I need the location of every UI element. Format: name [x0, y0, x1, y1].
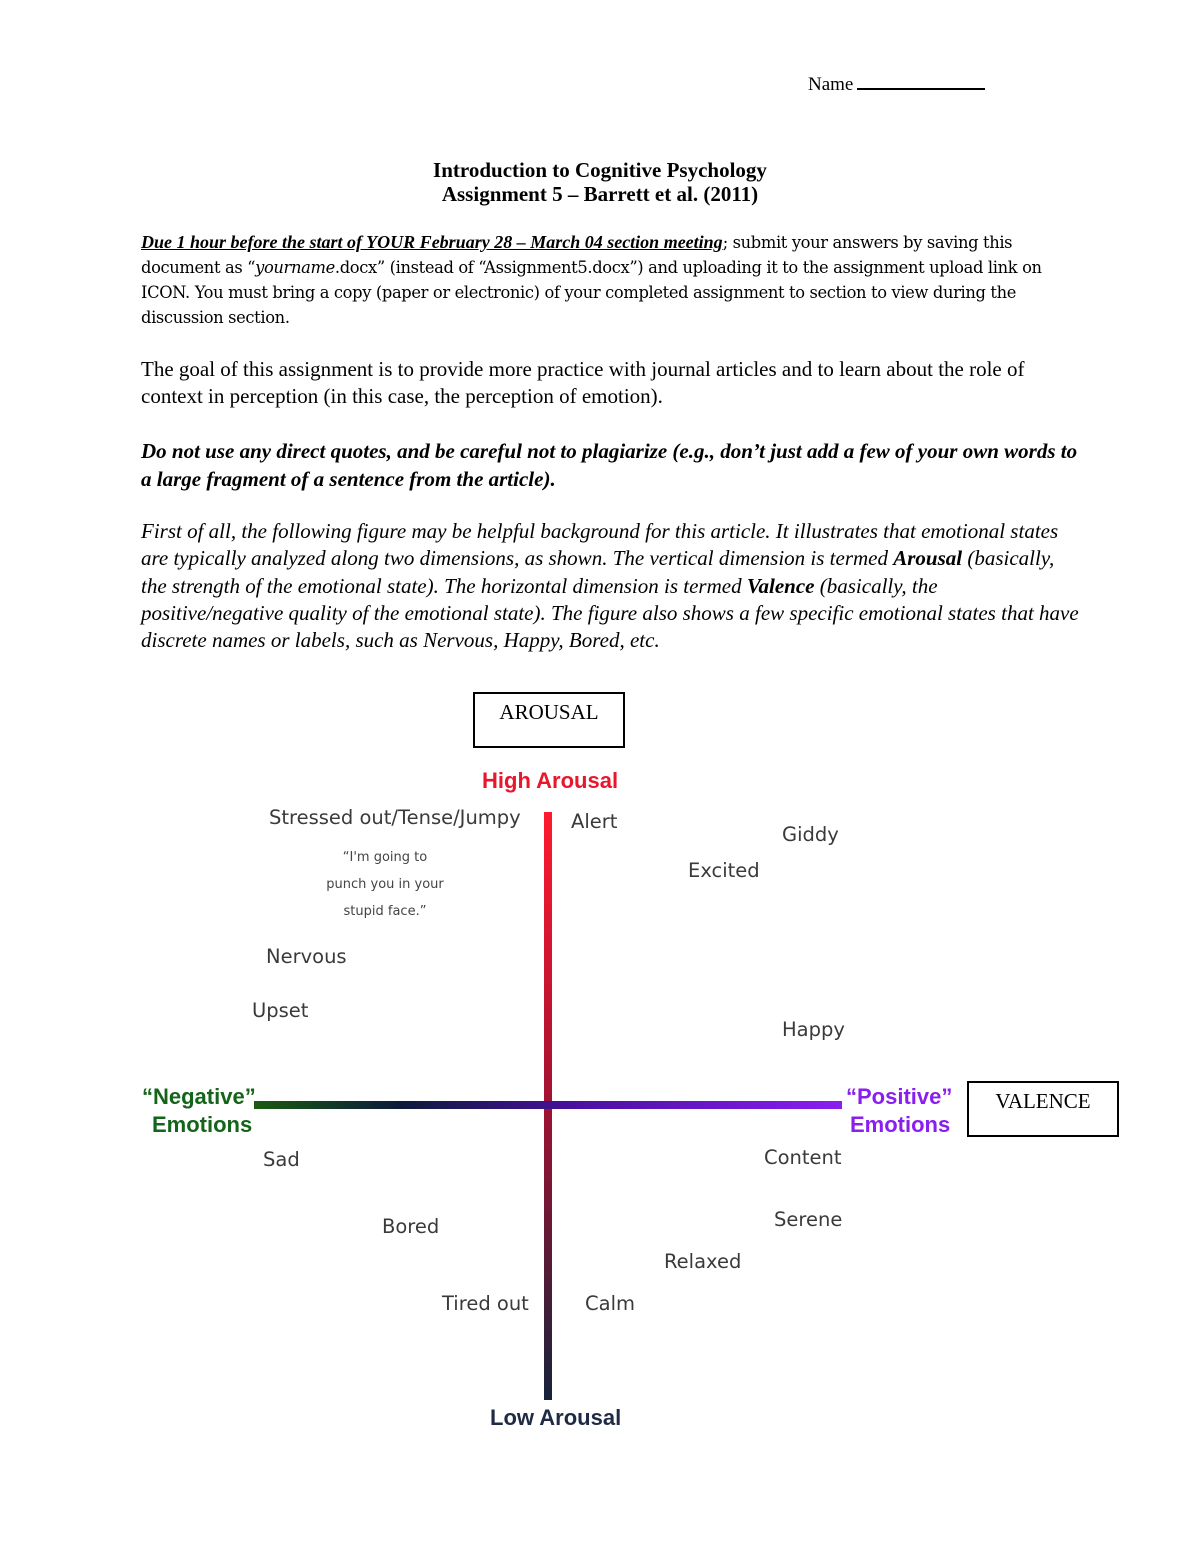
arousal-term: Arousal — [893, 546, 963, 571]
emotion-content: Content — [764, 1146, 842, 1169]
emotion-relaxed: Relaxed — [664, 1250, 742, 1273]
filename-italic: yourname — [255, 258, 335, 277]
quote-line2: punch you in your — [326, 877, 444, 892]
high-arousal-label: High Arousal — [482, 768, 619, 793]
negative-label-line2: Emotions — [152, 1112, 253, 1137]
emotion-tired-out: Tired out — [442, 1292, 529, 1315]
positive-label-line1: “Positive” — [846, 1084, 953, 1109]
emotion-calm: Calm — [585, 1292, 635, 1315]
plagiarism-warning: Do not use any direct quotes, and be careful not to plagiarize (e.g., don’t just add a few of your own words to a large fragment of a sentence from the article). — [141, 439, 1078, 491]
emotion-excited: Excited — [688, 859, 760, 882]
name-label: Name — [808, 74, 854, 95]
background-text-3: (basically, the positive/negative quality of the emotional state). The figure also shows a few specific emotional states that have discrete names or labels, such as Nervous, Happy, Bored, etc. — [141, 573, 1079, 653]
emotion-upset: Upset — [252, 999, 309, 1022]
due-date-text: Due 1 hour before the start of YOUR February 28 – March 04 section meeting — [141, 232, 723, 252]
valence-axis-line — [254, 1101, 842, 1109]
emotion-sad: Sad — [263, 1148, 300, 1171]
negative-label-line1: “Negative” — [142, 1084, 256, 1109]
negative-emotions-label — [142, 1083, 256, 1139]
instructions-text-1: ; submit your answers by saving this document as “ — [141, 233, 1013, 277]
valence-term: Valence — [746, 573, 815, 598]
low-arousal-label: Low Arousal — [490, 1405, 622, 1430]
valence-box: VALENCE — [967, 1081, 1119, 1137]
quote-line1: “I'm going to — [342, 850, 428, 865]
emotion-bored: Bored — [382, 1215, 440, 1238]
emotion-nervous: Nervous — [266, 945, 347, 968]
goal-paragraph: The goal of this assignment is to provide more practice with journal articles and to learn about the role of context in perception (in this case, the perception of emotion). — [141, 357, 1025, 408]
positive-label-line2: Emotions — [850, 1112, 951, 1137]
quote-line3: stupid face.” — [343, 904, 427, 919]
positive-emotions-label — [846, 1083, 952, 1139]
instructions-text-2: .docx” (instead of “Assignment5.docx”) and uploading it to the assignment upload link on ICON. You must bring a copy (paper or electronic) of your completed assignment to section to view during the discussion section. — [141, 258, 1042, 327]
emotion-happy: Happy — [782, 1018, 845, 1041]
emotion-serene: Serene — [774, 1208, 843, 1231]
background-text-2: (basically, the strength of the emotional state). The horizontal dimension is termed — [141, 546, 1055, 598]
course-title: Introduction to Cognitive Psychology — [433, 158, 767, 182]
arousal-box: AROUSAL — [473, 692, 625, 748]
emotion-stressed: Stressed out/Tense/Jumpy — [269, 806, 521, 829]
quote-text — [285, 844, 485, 925]
assignment-title: Assignment 5 – Barrett et al. (2011) — [441, 182, 759, 206]
emotion-alert: Alert — [571, 810, 618, 833]
emotion-giddy: Giddy — [782, 823, 839, 846]
background-text-1: First of all, the following figure may be helpful background for this article. It illustrates that emotional states are typically analyzed along two dimensions, as shown. The vertical dimension is termed — [141, 519, 1059, 571]
